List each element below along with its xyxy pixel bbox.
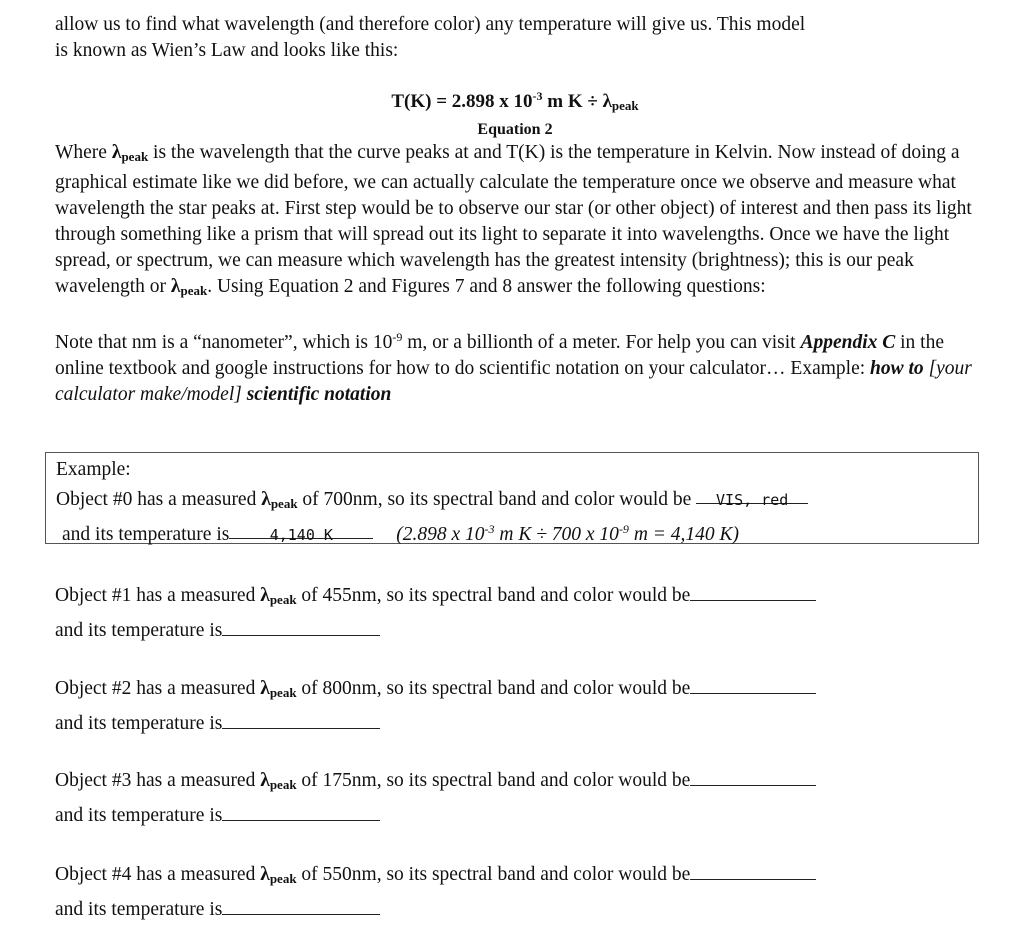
- question-object-1: Object #1 has a measured $\lambda_{peak}$ of 455nm, so its spectral band and color would be and its temperature is: [55, 580, 955, 646]
- temperature-answer-field[interactable]: [222, 896, 380, 915]
- example-band-answer: VIS, red: [696, 485, 808, 504]
- intro-paragraph: [55, 12, 975, 64]
- temperature-answer-field[interactable]: [222, 617, 380, 636]
- example-temperature-line: and its temperature is 4,140 K (2.898 x $10^{-3}$ m K ÷ 700 x $10^{-9}$ m = 4,140 K): [62, 522, 740, 545]
- appendix-reference: Appendix C: [800, 332, 896, 353]
- example-heading: Example:: [56, 459, 131, 480]
- temperature-answer-field[interactable]: [222, 710, 380, 729]
- explanation-paragraph: Where $\lambda_{peak}$ is the wavelength that the curve peaks at and T(K) is the temperature in Kelvin. Now instead of doing a graphical estimate like we did before, we can actually calculate the temperature once we observe and measure what wavelength the star peaks at. First step would be to observe our star (or other object) of interest and then pass its light through something like a prism that will spread out its light to separate it into wavelengths. Once we have the light spread, or spectrum, we can measure which wavelength has the greatest intensity (brightness); this is our peak wavelength or $\lambda_{peak}$. Using Equation 2 and Figures 7 and 8 answer the following questions:: [55, 142, 972, 298]
- band-answer-field[interactable]: [690, 582, 816, 601]
- question-object-2: Object #2 has a measured $\lambda_{peak}$ of 800nm, so its spectral band and color would be and its temperature is: [55, 673, 955, 739]
- temperature-answer-field[interactable]: [222, 802, 380, 821]
- question-object-3: Object #3 has a measured $\lambda_{peak}$ of 175nm, so its spectral band and color would be and its temperature is: [55, 765, 955, 831]
- intro-line-2: is known as Wien’s Law and looks like this:: [55, 40, 399, 61]
- example-calculation: (2.898 x $10^{-3}$ m K ÷ 700 x $10^{-9}$ m = 4,140 K): [396, 522, 740, 545]
- example-box: [45, 452, 979, 544]
- band-answer-field[interactable]: [690, 767, 816, 786]
- worksheet-page: [55, 12, 975, 408]
- example-temperature-answer: 4,140 K: [229, 520, 373, 539]
- example-object-0: Object #0 has a measured $\lambda_{peak}$ of 700nm, so its spectral band and color would be VIS, red: [56, 484, 968, 519]
- equation-label: Equation 2: [477, 121, 553, 138]
- question-object-4: Object #4 has a measured $\lambda_{peak}$ of 550nm, so its spectral band and color would be and its temperature is: [55, 859, 955, 925]
- band-answer-field[interactable]: [690, 861, 816, 880]
- wien-equation: T(K) = 2.898 x $10^{-3}$ m $K \div \lambda_{peak}$: [391, 89, 639, 113]
- intro-line-1: allow us to find what wavelength (and therefore color) any temperature will give us. This model: [55, 14, 806, 35]
- band-answer-field[interactable]: [690, 675, 816, 694]
- note-paragraph: Note that nm is a “nanometer”, which is $10^{-9}$ m, or a billionth of a meter. For help you can visit Appendix C in the online textbook and google instructions for how to do scientific notation on your calculator… Example: how to [your calculator make/model] scientific notation: [55, 330, 972, 405]
